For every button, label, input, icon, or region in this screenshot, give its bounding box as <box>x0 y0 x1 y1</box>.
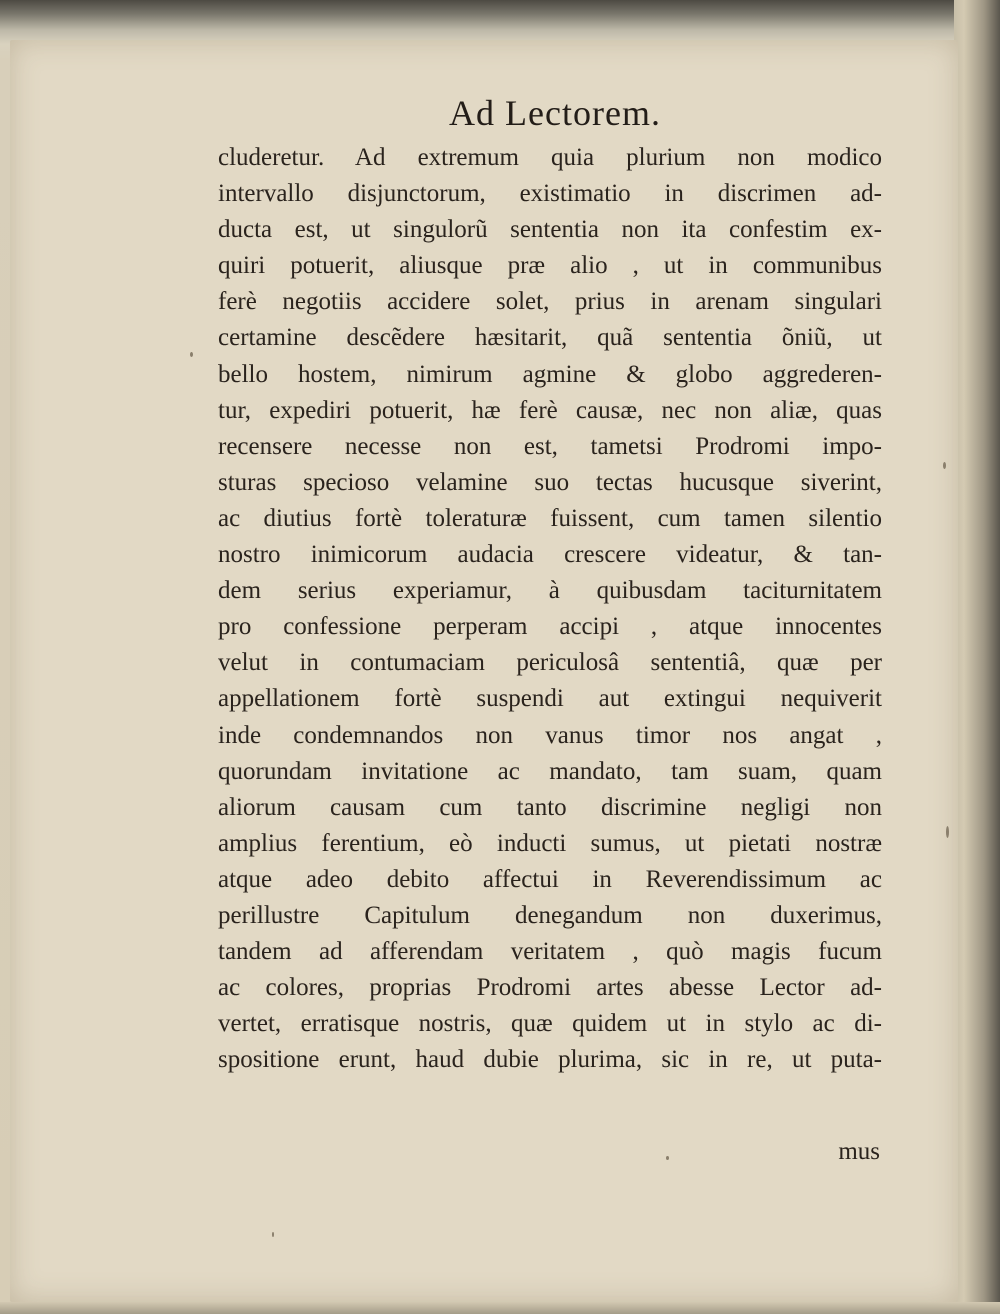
text-line: bello hostem, nimirum agmine & globo aggrederen- <box>218 360 882 388</box>
page-bottom-edge <box>0 1302 1000 1314</box>
text-line: inde condemnandos non vanus timor nos angat , <box>218 721 882 749</box>
text-line: aliorum causam cum tanto discrimine negligi non <box>218 793 882 821</box>
text-line: tur, expediri potuerit, hæ ferè causæ, nec non aliæ, quas <box>218 396 882 424</box>
page-header: Ad Lectorem. <box>449 93 661 133</box>
text-line: ac diutius fortè toleraturæ fuissent, cum tamen silentio <box>218 504 882 532</box>
text-line: intervallo disjunctorum, existimatio in discrimen ad- <box>218 180 882 208</box>
text-line: recensere necesse non est, tametsi Prodromi impo- <box>218 432 882 460</box>
text-line: sturas specioso velamine suo tectas hucusque siverint, <box>218 468 882 496</box>
text-line: cluderetur. Ad extremum quia plurium non modico <box>218 144 882 171</box>
text-line: ac colores, proprias Prodromi artes abesse Lector ad- <box>218 974 882 1002</box>
paper-speck <box>190 352 193 357</box>
text-line: amplius ferentium, eò inducti sumus, ut pietati nostræ <box>218 829 882 857</box>
text-line: appellationem fortè suspendi aut extingui nequiverit <box>218 685 882 713</box>
text-line: ferè negotiis accidere solet, prius in arenam singulari <box>218 288 882 316</box>
paper-speck <box>946 826 949 838</box>
paper-speck <box>272 1232 274 1237</box>
text-line: vertet, erratisque nostris, quæ quidem ut in stylo ac di- <box>218 1010 882 1038</box>
text-line: certamine descẽdere hæsitarit, quã sententia õniũ, ut <box>218 324 882 352</box>
body-text <box>218 140 882 1078</box>
text-line: atque adeo debito affectui in Reverendissimum ac <box>218 865 882 893</box>
text-line: velut in contumaciam periculosâ sententiâ, quæ per <box>218 649 882 677</box>
text-line: pro confessione perperam accipi , atque innocentes <box>218 613 882 641</box>
text-line: tandem ad afferendam veritatem , quò magis fucum <box>218 938 882 966</box>
text-line: nostro inimicorum audacia crescere videatur, & tan- <box>218 541 882 569</box>
book-spine <box>954 0 1000 1314</box>
paper-speck <box>666 1156 669 1160</box>
catchword: mus <box>838 1138 880 1165</box>
paper-speck <box>943 462 946 469</box>
text-line: quorundam invitatione ac mandato, tam suam, quam <box>218 757 882 785</box>
text-line: perillustre Capitulum denegandum non duxerimus, <box>218 901 882 929</box>
text-line: dem serius experiamur, à quibusdam taciturnitatem <box>218 577 882 605</box>
text-line: quiri potuerit, aliusque præ alio , ut in communibus <box>218 252 882 280</box>
text-line: spositione erunt, haud dubie plurima, sic in re, ut puta- <box>218 1046 882 1074</box>
text-line: ducta est, ut singulorũ sententia non ita confestim ex- <box>218 216 882 244</box>
